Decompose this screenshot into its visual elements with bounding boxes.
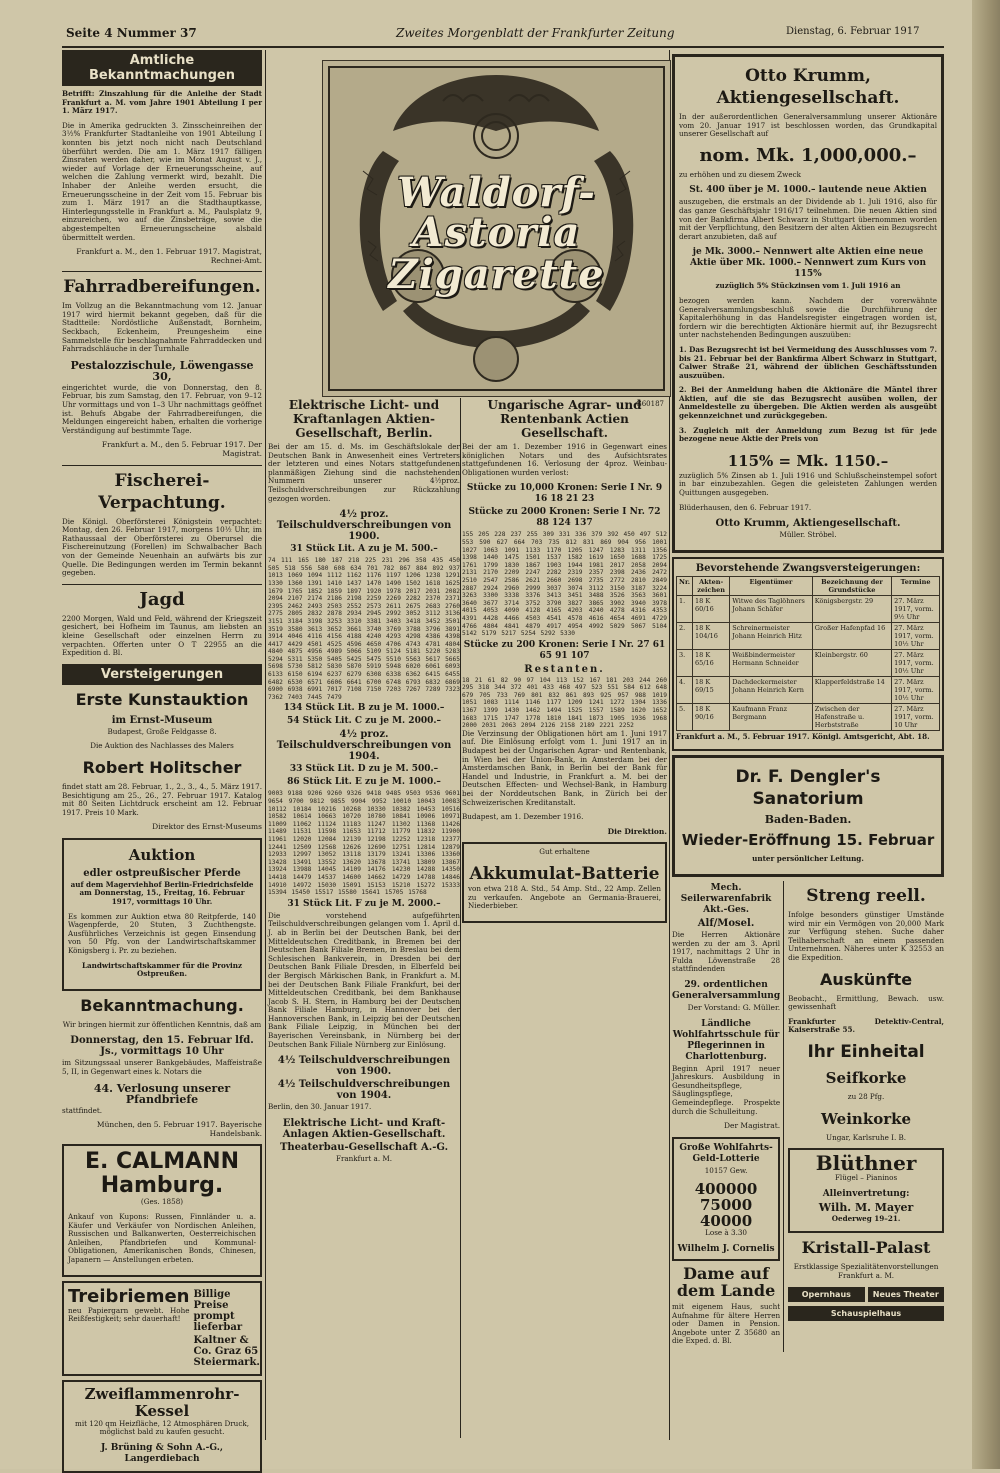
auktion-title: Auktion <box>128 845 196 864</box>
kessel-title: Zweiflammenrohr-Kessel <box>84 1384 240 1420</box>
zv-cell: Witwe des Taglöhners Johann Schäfer <box>730 595 813 622</box>
zv-cell: 3. <box>677 649 693 676</box>
zv-cell: Klapperfeldstraße 14 <box>812 676 891 703</box>
krumm-c3: 3. Zugleich mit der Anmeldung zum Bezug ist für jede bezogene neue Aktie der Preis von <box>679 425 937 444</box>
elektro-numbers-2: 9003 9188 9206 9260 9326 9418 9485 9503 9536 9601 9654 9700 9812 9855 9904 9952 10010 10043 10083 10112 10184 10216 10268 10330 10382 10453 10516 10582 10614 10663 10720 10780 10841 10906 10971 11009 11062 11124 11183 11247 11302 11368 11426 11489 11531 11598 11653 11712 11779 11832 11900 11961 12020 12084 12139 12198 12252 12318 12377 12441 12509 12568 12626 12690 12751 12814 12879 12933 12997 13052 13118 13179 13241 13306 13360 13428 13491 13552 13620 13678 13741 13809 13867 13924 13988 14045 14109 14176 14230 14288 14350 14418 14479 14537 14600 14662 14729 14788 14846 14910 14972 15030 15091 15153 15210 15272 15333 15394 15450 15517 15580 15641 15705 15768 <box>268 790 460 897</box>
zv-cell: Kaufmann Franz Bergmann <box>730 703 813 730</box>
fahrrad-times: eingerichtet wurde, die von Donnerstag, den 8. Februar, bis zum Samstag, den 17. Februar, von 9–12 Uhr vormittags und von 1–3 Uhr nachmittags geöffnet ist. Behufs Abgabe der Fahrradbereifungen, die Meldungen eingereicht haben, erhalten die vorherige Verständigung auf bestimmte Tage. <box>62 382 262 435</box>
auktion-sig: Landwirtschaftskammer für die Provinz Ostpreußen. <box>81 960 243 979</box>
battery-box <box>462 842 667 922</box>
col4-lower-left <box>672 881 784 1352</box>
ungar-numbers-2: 18 21 61 82 90 97 104 113 152 167 181 203 244 260 295 318 344 372 401 433 468 497 523 551 584 612 648 679 705 733 769 801 832 861 893 925 957 988 1019 1051 1083 1114 1146 1177 1209 1241 1272 1304 1336 1367 1399 1430 1462 1494 1525 1557 1589 1620 1652 1683 1715 1747 1778 1810 1841 1873 1905 1936 1968 2000 2031 2063 2094 2126 2158 2189 2221 2252 <box>462 676 667 730</box>
col-divider-1 <box>265 50 266 1440</box>
ausk-body: Beobacht., Ermittlung, Bewach. usw. gewissenhaft <box>788 993 944 1012</box>
theater-firm: Theaterbau-Gesellschaft A.-G. <box>279 1141 449 1153</box>
kunst-name: Robert Holitscher <box>82 757 242 777</box>
geld-n3: 40000 <box>699 1212 753 1231</box>
elektro-series1-b: 134 Stück Lit. B zu je M. 1000.– <box>283 703 445 714</box>
bekannt-body2: im Sitzungssaal unserer Bankgebäudes, Maffeistraße 5, II, in Gegenwart eines k. Notars die <box>62 1058 262 1076</box>
bluth-addr: Oederweg 19–21. <box>831 1213 901 1223</box>
krumm-ratio: je Mk. 3000.– Nennwert alte Aktien eine neue Aktie über Mk. 1000.– Nennwert zum Kurs von 115% <box>689 247 927 280</box>
zv-cell: Königsbergstr. 29 <box>812 595 891 622</box>
header-center: Zweites Morgenblatt der Frankfurter Zeitung <box>396 26 675 40</box>
krumm-names: Müller. Ströbel. <box>779 530 837 540</box>
elektro-series2-c: 31 Stück Lit. F zu je M. 2000.– <box>287 898 441 909</box>
fischerei-title: Fischerei-Verpachtung. <box>98 470 226 513</box>
dengler-title: Dr. F. Dengler's Sanatorium <box>735 767 881 810</box>
zv-cell: 27. März 1917, vorm. 10½ Uhr <box>892 649 940 676</box>
krumm-date: Blüderhausen, den 6. Februar 1917. <box>679 502 812 512</box>
elektro-closing: Berlin, den 30. Januar 1917. <box>268 1102 372 1112</box>
dengler-lead: unter persönlicher Leitung. <box>752 854 864 864</box>
schau-label: Schauspielhaus <box>788 1306 944 1321</box>
schule-body: Beginn April 1917 neuer Jahreskurs. Ausbildung in Gesundheitspflege, Säuglingspflege, Gemeindepflege. Prospekte durch die Schulleitung. <box>672 1063 781 1116</box>
dengler-box <box>672 755 944 877</box>
col-divider-2 <box>460 398 461 1438</box>
zv-cell: 18 K 60/16 <box>693 595 730 622</box>
page-edge <box>972 0 1000 1469</box>
logo-line3: Zigarette <box>388 251 605 298</box>
treib-box <box>62 1281 262 1376</box>
bekannt-tail: stattfindet. <box>62 1105 103 1115</box>
calmann-name: E. CALMANN <box>85 1149 239 1175</box>
column-4 <box>672 50 944 1450</box>
elektro-closing-firm: Elektrische Licht- und Kraft-Anlagen Aktien-Gesellschaft. <box>282 1117 446 1140</box>
battery-pre: Gut erhaltene <box>539 847 590 857</box>
column-1 <box>62 50 262 1464</box>
zv-cell: 5. <box>677 703 693 730</box>
table-row <box>677 676 940 703</box>
zins-body: Die in Amerika gedruckten 3. Zinsscheinreihen der 3½% Frankfurter Stadtanleihe von 1901 Abteilung I konnten bis jetzt noch nicht nach Deutschland überführt werden. Die am 1. März 1917 fälligen Zinsraten werden daher, wie im Monat August v. J., wieder auf Vorlage der Erneuerungsscheine, auf welchen die Zahlung vermerkt wird, bezahlt. Die Inhaber der Anleihe werden ersucht, die Erneuerungsscheine in der Zeit vom 15. Februar bis zum 1. März 1917 an die Stadthauptkasse, Hinterlegungsstelle in Frankfurt a. M., Paulsplatz 9, einzureichen, wo auf die Zinsbeträge, sowie die abgestempelten Erneuerungsscheine alsbald übermittelt werden. <box>62 120 262 242</box>
dengler-reopen: Wieder-Eröffnung 15. Februar <box>681 831 935 850</box>
elektro-prev-1900: 4½ Teilschuldverschreibungen von 1900. <box>277 1055 451 1078</box>
ungar-rest-title: Restanten. <box>524 663 605 675</box>
wein-firm: Ungar, Karlsruhe I. B. <box>826 1132 907 1142</box>
elektro-series2-a: 33 Stück Lit. D zu je M. 500.– <box>289 764 439 775</box>
streng-title: Streng reell. <box>806 886 926 906</box>
dengler-city: Baden-Baden. <box>764 813 852 827</box>
krumm-intro: In der außerordentlichen Generalversammlung unserer Aktionäre vom 20. Januar 1917 ist beschlossen worden, das Grundkapital unserer Gesellschaft auf <box>679 112 937 139</box>
schule-sig: Der Magistrat. <box>724 1121 781 1131</box>
zv-cell: 1. <box>677 595 693 622</box>
krumm-box <box>672 54 944 553</box>
header-rule <box>62 46 944 48</box>
bluth-rep: Alleinvertretung: <box>822 1188 910 1199</box>
dame-body: mit eigenem Haus, sucht Aufnahme für ältere Herren oder Damen in Pension. Angebote unter Z 35680 an die Exped. d. Bl. <box>672 1301 781 1346</box>
treib-title: Treibriemen <box>68 1285 190 1307</box>
zv-cell: 2. <box>677 622 693 649</box>
zv-cell: Weißbindermeister Hermann Schneider <box>730 649 813 676</box>
krumm-sig: Otto Krumm, Aktiengesellschaft. <box>715 518 901 530</box>
elektro-numbers-1: 74 111 165 180 187 218 225 231 296 358 435 450 505 518 556 580 608 634 701 782 867 884 892 937 1013 1069 1094 1112 1162 1176 1197 1206 1238 1291 1330 1360 1391 1410 1437 1470 1490 1502 1618 1625 1679 1765 1852 1859 1897 1920 1978 2017 2031 2082 2094 2107 2174 2186 2198 2259 2269 2282 2370 2371 2395 2462 2493 2503 2552 2573 2611 2675 2683 2760 2775 2805 2832 2878 2934 2945 2992 3052 3112 3136 3151 3184 3198 3253 3310 3381 3403 3418 3452 3501 3519 3580 3613 3652 3661 3740 3769 3788 3796 3891 3914 4046 4116 4156 4188 4240 4293 4298 4386 4398 4417 4429 4501 4525 4596 4650 4706 4743 4781 4804 4840 4875 4956 4989 5066 5109 5124 5181 5220 5283 5294 5311 5350 5405 5425 5475 5510 5563 5617 5665 5698 5730 5812 5830 5870 5919 5948 6020 6061 6093 6133 6150 6194 6237 6279 6308 6338 6362 6415 6455 6482 6530 6571 6606 6641 6700 6748 6793 6832 6869 6900 6938 6991 7017 7108 7150 7203 7267 7289 7323 7362 7403 7445 7479 <box>268 557 460 701</box>
auktion-body: Es kommen zur Auktion etwa 80 Reitpferde, 140 Wagenpferde, 20 Stuten, 3 Zuchthengste. Ausführliches Verzeichnis ist gegen Einsendung von 50 Pfg. von der Landwirtschaftskammer Königsberg i. Pr. zu beziehen. <box>68 911 256 956</box>
waldorf-astoria-ad <box>322 60 671 408</box>
fahrrad-title: Fahrradbereifungen. <box>63 277 261 298</box>
column-2 <box>268 395 460 1435</box>
bekannt-title: Bekanntmachung. <box>80 995 244 1015</box>
geld-n1: 400000 <box>694 1180 758 1199</box>
zv-foot: Frankfurt a. M., 5. Februar 1917. Königl. Amtsgericht, Abt. 18. <box>676 731 930 741</box>
kunst-sub: im Ernst-Museum <box>111 714 213 726</box>
bluth-title: Blüthner <box>815 1151 917 1176</box>
calmann-city: Hamburg. <box>100 1173 224 1199</box>
geld-box <box>672 1137 780 1261</box>
treib-body: neu Papiergarn gewebt. Hohe Reißfestigkeit; sehr dauerhaft! <box>68 1305 190 1324</box>
zv-cell: Dachdeckermeister Johann Heinrich Kern <box>730 676 813 703</box>
krumm-price: 115% = Mk. 1150.– <box>727 451 889 470</box>
krumm-c1: 1. Das Bezugsrecht ist bei Vermeidung des Ausschlusses vom 7. bis 21. Februar bei der Bankfirma Albert Schwarz in Stuttgart, Calwer Straße 21, während der üblichen Geschäftsstunden auszuüben. <box>679 344 937 380</box>
zv-th: Eigentümer <box>730 576 813 595</box>
krumm-body2: bezogen werden kann. Nachdem der vorerwähnte Generalversammlungsbeschluß sowie die Durchführung der Kapitalerhöhung in das Handelsregister eingetragen worden ist, fordern wir die berechtigten Aktionäre hiermit auf, ihr Bezugsrecht unter nachstehenden Bedingungen auszuüben: <box>679 295 937 340</box>
elektro-payment: Die vorstehend aufgeführten Teilschuldverschreibungen gelangen vom 1. April d. J. ab in Berlin bei der Deutschen Bank, bei der Mitteldeutschen Creditbank, in Bremen bei der Deutschen Bank Filiale Bremen, in Breslau bei dem Schlesischen Bankverein, in Dresden bei der Deutschen Bank Filiale Dresden, in Elberfeld bei der Bergisch Märkischen Bank, in Frankfurt a. M. bei der Deutschen Bank Filiale Frankfurt, bei der Mitteldeutschen Creditbank, bei dem Bankhause Jacob S. H. Stern, in Hamburg bei der Deutschen Bank Filiale Hamburg, in Hannover bei der Hannoverschen Bank, in Leipzig bei der Deutschen Bank Filiale Leipzig, in München bei der Bayerischen Vereinsbank, in Nürnberg bei der Deutschen Bank Filiale Nürnberg zur Einlösung. <box>268 910 460 1049</box>
krist-title: Kristall-Palast <box>801 1238 931 1258</box>
kessel-body: mit 120 qm Heizfläche, 12 Atmosphären Druck, möglichst bald zu kaufen gesucht. <box>75 1418 249 1437</box>
ungar-payment: Die Verzinsung der Obligationen hört am 1. Juni 1917 auf. Die Einlösung erfolgt vom 1. Juni 1917 an in Budapest bei der Ungarischen Agrar- und Rentenbank, in Wien bei der Union-Bank, in Amsterdam bei der Amsterdamschen Bank, in Berlin bei der Bank für Handel und Industrie, in Frankfurt a. M. bei der Deutschen Effecten- und Wechsel-Bank, in Hamburg bei der Norddeutschen Bank, in Zürich bei der Schweizerischen Kreditanstalt. <box>462 728 667 807</box>
zv-title: Bevorstehende Zwangsversteigerungen: <box>695 562 921 574</box>
geld-firm: Wilhelm J. Cornelis <box>677 1243 775 1254</box>
krumm-c2: 2. Bei der Anmeldung haben die Aktionäre die Mäntel ihrer Aktien, auf die sie das Bezugsrecht ausüben wollen, der Anmeldestelle zu übergeben. Die Aktien werden als ausgeübt gekennzeichnet und zurückgegeben. <box>679 385 937 421</box>
zv-cell: 27. März 1917, vorm. 10 Uhr <box>892 703 940 730</box>
ungar-numbers-1: 155 205 228 237 255 309 331 336 379 392 450 497 512 553 590 627 664 703 735 812 831 869 904 956 1001 1027 1063 1091 1133 1170 1205 1247 1283 1311 1356 1398 1440 1475 1501 1537 1582 1619 1650 1688 1725 1761 1799 1830 1867 1903 1944 1981 2017 2058 2094 2131 2170 2209 2247 2282 2319 2357 2398 2436 2472 2510 2547 2586 2621 2660 2698 2735 2772 2810 2849 2887 2924 2960 2999 3037 3074 3112 3150 3187 3224 3263 3300 3338 3376 3413 3451 3488 3526 3563 3601 3640 3677 3714 3752 3790 3827 3865 3902 3940 3978 4015 4053 4090 4128 4165 4203 4240 4278 4316 4353 4391 4428 4466 4503 4541 4578 4616 4654 4691 4729 4766 4804 4841 4879 4917 4954 4992 5029 5067 5104 5142 5179 5217 5254 5292 5330 <box>462 531 667 638</box>
kunst-coll: Die Auktion des Nachlasses des Malers <box>90 741 234 751</box>
zv-th: Akten-zeichen <box>693 576 730 595</box>
treib-tag: Billige Preise prompt lieferbar <box>193 1288 243 1333</box>
bluth-firm: Wilh. M. Mayer <box>818 1200 914 1214</box>
zv-th: Nr. <box>677 576 693 595</box>
zv-th: Termine <box>892 576 940 595</box>
treib-firm: Kaltner & Co. Graz 65 Steiermark. <box>193 1334 260 1368</box>
amtlich-title: Amtliche Bekanntmachungen <box>62 50 262 86</box>
zv-cell: Kleinbergstr. 60 <box>812 649 891 676</box>
zv-cell: Zwischen der Hafenstraße u. Herbststraße <box>812 703 891 730</box>
krumm-body: auszugeben, die erstmals an der Dividende ab 1. Juli 1916, also für das ganze Geschäftsjahr 1916/17 teilnehmen. Die neuen Aktien sind von der Bankfirma Albert Schwarz in Stuttgart übernommen worden mit der Verpflichtung, den Besitzern der alten Aktien ein Bezugsrecht derart anzubieten, daß auf <box>679 197 937 241</box>
wein-title: Weinkorke <box>821 1109 912 1128</box>
einheit-title: Ihr Einheital <box>807 1041 925 1062</box>
kunst-dates: findet statt am 28. Februar, 1., 2., 3., 4., 5. März 1917. Besichtigung am 25., 26., 27. Februar 1917. Katalog mit 80 Seiten Lichtdruck erscheint am 12. Februar 1917. Preis 10 Mark. <box>62 781 262 817</box>
calmann-box <box>62 1144 262 1276</box>
zv-cell: Schreinermeister Johann Heinrich Hitz <box>730 622 813 649</box>
seil-place: Alf/Mosel. <box>697 918 755 929</box>
elektro-series2-b: 86 Stück Lit. E zu je M. 1000.– <box>287 777 441 788</box>
schule-title: Ländliche Wohlfahrtsschule für Pflegerinnen in Charlottenburg. <box>672 1018 780 1062</box>
auktion-box <box>62 838 262 991</box>
krumm-mid: zu erhöhen und zu diesem Zweck <box>679 169 801 179</box>
table-row <box>677 622 940 649</box>
elektro-series1-c: 54 Stück Lit. C zu je M. 2000.– <box>287 716 441 727</box>
theater-city: Frankfurt a. M. <box>335 1153 393 1163</box>
krist-sub: Erstklassige Spezialitätenvorstellungen Frankfurt a. M. <box>793 1262 939 1280</box>
kunst-place: Budapest, Große Feldgasse 8. <box>107 726 217 736</box>
bekannt-date: Donnerstag, den 15. Februar lfd. Js., vormittags 10 Uhr <box>70 1035 254 1058</box>
geld-title: Große Wohlfahrts-Geld-Lotterie <box>679 1142 773 1164</box>
krumm-new: St. 400 über je M. 1000.– lautende neue Aktien <box>689 185 927 196</box>
auktion-sub: edler ostpreußischer Pferde <box>83 867 241 879</box>
fahrrad-body: Im Vollzug an die Bekanntmachung vom 12. Januar 1917 wird hiermit bekannt gegeben, daß für die Stadtteile: Nordöstliche Außenstadt, Bornheim, Seckbach, Eckenheim, Preungesheim eine Sammelstelle für beschlagnahmte Fahrraddecken und Fahrradschläuche in der Turnhalle <box>62 301 262 354</box>
battery-body: von etwa 218 A. Std., 54 Amp. Std., 22 Amp. Zellen zu verkaufen. Angebote an Germania-Brauerei, Niederbieber. <box>468 883 661 911</box>
kunst-title: Erste Kunstauktion <box>75 689 249 709</box>
logo-code: G60187 <box>636 400 664 408</box>
versteig-title: Versteigerungen <box>62 664 262 685</box>
streng-body: Infolge besonders günstiger Umstände wird mir ein Vermögen von 20,000 Mark zur Verfügung stehen. Suche daher Teilhaberschaft an einem passenden Unternehmen. Näheres unter K 32553 an die Expedition. <box>788 910 944 962</box>
geld-los: Lose à 3.30 <box>705 1228 747 1238</box>
theater-row <box>788 1287 944 1306</box>
jagd-body: 2200 Morgen, Wald und Feld, während der Kriegszeit gesichert, bei Hofheim im Taunus, am liebsten an kleine Gesellschaft oder einzelnen Herrn zu verpachten. Offerten unter O T 22955 an die Expedition d. Bl. <box>62 613 262 658</box>
elektro-series1-a: 31 Stück Lit. A zu je M. 500.– <box>290 544 438 555</box>
krumm-interest: zuzüglich 5% Stückzinsen vom 1. Juli 1916 an <box>715 281 901 291</box>
logo-line1: Waldorf- <box>397 169 596 216</box>
zv-cell: 18 K 69/15 <box>693 676 730 703</box>
ausk-firm: Frankfurter Detektiv-Central, Kaiserstraße 55. <box>788 1016 944 1035</box>
fahrrad-sig: Frankfurt a. M., den 5. Februar 1917. Der Magistrat. <box>101 440 262 458</box>
neues-label: Neues Theater <box>868 1287 944 1302</box>
calmann-est: (Ges. 1858) <box>140 1197 184 1207</box>
geld-sub: 10157 Gew. <box>704 1165 748 1175</box>
zv-cell: 27. März 1917, vorm. 10½ Uhr <box>892 622 940 649</box>
jagd-title: Jagd <box>139 588 185 610</box>
header-right: Dienstag, 6. Februar 1917 <box>786 26 920 37</box>
kessel-firm: J. Brüning & Sohn A.-G., Langerdiebach <box>100 1442 224 1464</box>
seife-title: Seifkorke <box>825 1068 907 1087</box>
bekannt-event: 44. Verlosung unserer Pfandbriefe <box>93 1081 231 1106</box>
seil-title: Mech. Seilerwarenfabrik Akt.-Ges. <box>680 883 772 915</box>
zv-cell: 18 K 65/16 <box>693 649 730 676</box>
column-3 <box>462 395 667 1435</box>
elektro-title: Elektrische Licht- und Kraftanlagen Aktien-Gesellschaft, Berlin. <box>288 398 440 440</box>
zv-table <box>676 576 940 731</box>
kunst-sig: Direktor des Ernst-Museums <box>152 822 262 832</box>
zv-cell: Großer Hafenpfad 16 <box>812 622 891 649</box>
table-row <box>677 595 940 622</box>
zv-cell: 27. März 1917, vorm. 9½ Uhr <box>892 595 940 622</box>
col4-lower <box>672 881 944 1352</box>
bekannt-body: Wir bringen hiermit zur öffentlichen Kenntnis, daß am <box>62 1019 262 1029</box>
page-header <box>66 22 946 46</box>
zins-sig: Frankfurt a. M., den 1. Februar 1917. Magistrat, Rechnei-Amt. <box>76 247 262 265</box>
zins-head: Betrifft: Zinszahlung für die Anleihe der Stadt Frankfurt a. M. vom Jahre 1901 Abteilung I per 1. März 1917. <box>62 89 262 116</box>
table-row <box>677 649 940 676</box>
elektro-series1: 4½ proz. Teilschuldverschreibungen von 1900. <box>276 509 452 543</box>
zv-header-row <box>677 576 940 595</box>
elektro-series2: 4½ proz. Teilschuldverschreibungen von 1904. <box>276 729 452 763</box>
fischerei-body: Die Königl. Oberförsterei Königstein verpachtet: Montag, den 26. Februar 1917, morgens 10½ Uhr, im Rathaussaal der Oberförsterei zu Oberursel die Fischereinutzung (Forellen) im Schwalbacher Bach von der Gemeinde Neuenhain an aufwärts bis zur Quelle. Die Bedingungen werden im Termin bekannt gegeben. <box>62 516 262 578</box>
krumm-c3b: zuzüglich 5% Zinsen ab 1. Juli 1916 und Schlußscheinstempel sofort in bar einzubezahlen. Gegen die geleisteten Zahlungen werden Quittungen ausgegeben. <box>679 470 937 498</box>
seil-body: Die Herren Aktionäre werden zu der am 3. April 1917, nachmittags 2 Uhr in Fulda Löwenstraße 28 stattfindenden <box>672 930 781 974</box>
kessel-box <box>62 1380 262 1473</box>
seife-price: zu 28 Pfg. <box>847 1091 885 1101</box>
logo-line2: Astoria <box>412 209 581 256</box>
ungar-intro: Bei der am 1. Dezember 1916 in Gegenwart eines königlichen Notars und des Aufsichtsrates stattgefundenen 16. Verlosung der 4proz. Weinbau-Obligationen wurden verlost: <box>462 442 667 477</box>
zv-cell: 4. <box>677 676 693 703</box>
ungar-date: Budapest, am 1. Dezember 1916. <box>462 812 584 822</box>
ungar-s-b: Stücke zu 2000 Kronen: Serie I Nr. 72 88 124 137 <box>468 507 661 529</box>
header-left: Seite 4 Nummer 37 <box>66 26 197 40</box>
elektro-intro: Bei der am 15. d. Ms. im Geschäftslokale der Deutschen Bank in Anwesenheit eines Vertreters der letzteren und eines Notars stattgefundenen planmäßigen Ziehung sind die nachstehenden Nummern unserer 4½proz. Teilschuldverschreibungen zur Rückzahlung gezogen worden. <box>268 442 460 503</box>
dame-title: Dame auf dem Lande <box>676 1263 776 1300</box>
fahrrad-place: Pestalozzischule, Löwengasse 30, <box>70 358 254 383</box>
table-row <box>677 703 940 730</box>
krumm-title: Otto Krumm, Aktiengesellschaft. <box>716 66 900 108</box>
zv-box <box>672 557 944 752</box>
ungar-s-c: Stücke zu 200 Kronen: Serie I Nr. 27 61 65 91 107 <box>463 639 666 661</box>
battery-title: Akkumulat-Batterie <box>469 863 660 884</box>
bottom-medal-icon <box>474 337 518 381</box>
ungar-title: Ungarische Agrar- und Rentenbank Actien Gesellschaft. <box>487 398 642 440</box>
elektro-prev-1904: 4½ Teilschuldverschreibungen von 1904. <box>277 1079 451 1102</box>
bluth-sub: Flügel – Pianinos <box>834 1173 898 1183</box>
zv-cell: 18 K 90/16 <box>693 703 730 730</box>
zv-cell: 18 K 104/16 <box>693 622 730 649</box>
bekannt-sig: München, den 5. Februar 1917. Bayerische Handelsbank. <box>96 1120 262 1138</box>
zv-cell: 27. März 1917, vorm. 10½ Uhr <box>892 676 940 703</box>
col4-lower-right <box>788 881 944 1352</box>
opern-label: Opernhaus <box>788 1287 864 1302</box>
geld-n2: 75000 <box>699 1196 753 1215</box>
calmann-body: Ankauf von Kupons: Russen, Finnländer u. a. Käufer und Verkäufer von Nordischen Anleihen, Russischen und Balkanwerten, Oesterreichischen Anleihen, Pfandbriefen und Kommunal-Obligationen, Amerikanischen Bonds, Chinesen, Japanern — Anstellungen erbeten. <box>68 1211 256 1264</box>
auktion-place: auf dem Magerviehhof Berlin-Friedrichsfelde am Donnerstag, 15., Freitag, 16. Februar 1917, vormittags 10 Uhr. <box>70 879 254 907</box>
krumm-amount: nom. Mk. 1,000,000.– <box>699 144 917 166</box>
bluth-box <box>788 1148 944 1233</box>
ungar-s-a: Stücke zu 10,000 Kronen: Serie I Nr. 9 16 18 21 23 <box>466 483 663 505</box>
ausk-title: Auskünfte <box>819 969 913 989</box>
seil-gv: 29. ordentlichen Generalversammlung <box>672 979 781 1001</box>
zv-th: Bezeichnung der Grundstücke <box>812 576 891 595</box>
seil-sig: Der Vorstand: G. Müller. <box>687 1002 781 1012</box>
ungar-sig: Die Direktion. <box>607 826 667 836</box>
